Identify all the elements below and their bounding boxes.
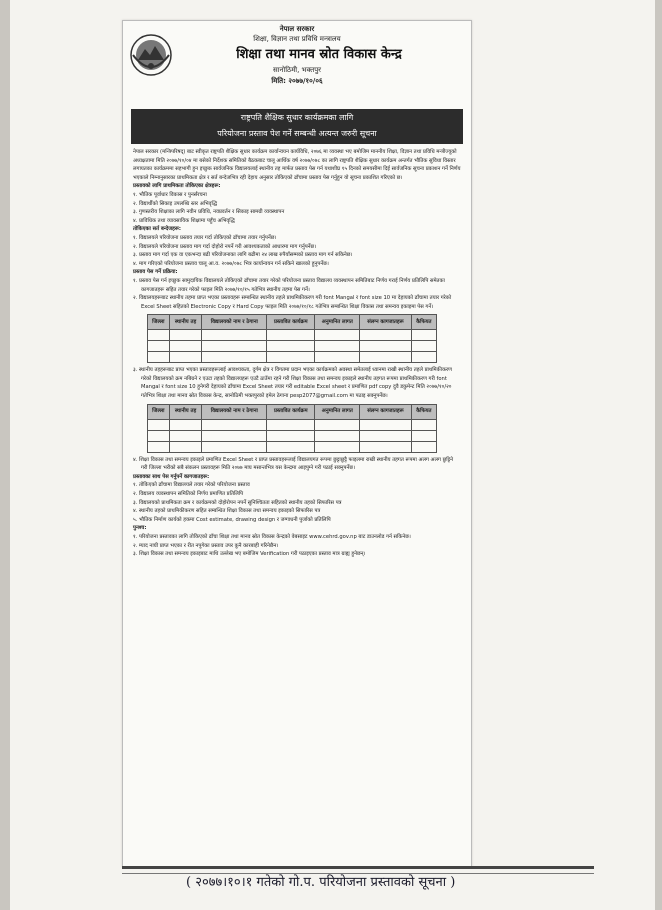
table-header-row — [148, 404, 437, 419]
proposal-format-table-1 — [147, 314, 437, 363]
document-item: ३. विद्यालयको प्राथमिकता क्रम र कार्यक्रमको दोहोरोपन नपर्ने सुनिश्चितता सहितको स्थानीय तहको सिफारिस पत्र — [133, 499, 342, 506]
documents-heading: प्रस्तावका साथ पेस गर्नुपर्ने कागजातहरू: — [133, 473, 210, 480]
ministry-name: शिक्षा, विज्ञान तथा प्रविधि मन्त्रालय — [253, 35, 341, 43]
table-header-cell: संलग्न कागजातहरू — [360, 404, 411, 419]
table-row — [148, 341, 437, 352]
process-heading: प्रस्ताव पेस गर्ने प्रक्रिया: — [133, 269, 178, 276]
document-item: २. विद्यालय व्यवस्थापन समितिको निर्णय प्रमाणित प्रतिलिपि — [133, 491, 244, 498]
notice-document — [122, 20, 472, 867]
condition-item: ३. प्रस्ताव माग गर्दा एक वा एकभन्दा बढी परियोजनाका लागि बढीमा २४ लाख रुपैयाँसम्मको प्रस्ताव माग गर्न सकिनेछ। — [133, 252, 353, 259]
table-header-cell: स्थानीय तह — [169, 315, 202, 330]
notice-date: मिति: २०७७/१०/०६ — [271, 77, 323, 85]
table-header-cell: स्थानीय तह — [169, 404, 202, 419]
process-item: ४. शिक्षा विकास तथा समन्वय इकाइले प्रमाणित Excel Sheet र प्राप्त प्रस्तावहरूलाई विद्यालयगत रूपमा छुट्टाछुट्टै फाइलमा राखी स्थानीय तहगत रूपमा अलग अलग छुट्टिने गरी जिल्ला भरीको सबै संकलन प्रस्तावहरू मिति २०७७ माघ मसान्तभित्र यस केन्द्रमा आइपुग्ने गरी पठाई सक्नुपर्नेछ। — [133, 456, 454, 472]
table-header-cell: कैफियत — [411, 404, 436, 419]
notice-header — [123, 21, 471, 101]
process-item: १. प्रस्ताव पेस गर्न इच्छुक सामुदायिक विद्यालयले तोकिएको ढाँचामा तयार गरेको परियोजना प्रस्ताव विद्यालय व्यवस्थापन समितिबाट निर्णय गराई निर्णय प्रतिलिपि समेतका कागजातहरू सहित तयार गरेको फाइल मिति २०७७/१०/१५ गतेभित्र स्थानीय तहमा पेस गर्ने। — [133, 277, 445, 293]
table-header-cell: विद्यालयको नाम र ठेगाना — [202, 315, 267, 330]
table-header-cell: संलग्न कागजातहरू — [360, 315, 411, 330]
table-row — [148, 430, 437, 441]
footer-rule — [122, 866, 594, 869]
note-item: ३. शिक्षा विकास तथा समन्वय इकाइबाट माथि उल्लेख भए बमोजिम Verification गरी पठाइएका प्रस्ताव मात्र ग्राह्य हुनेछन्। — [133, 551, 366, 558]
notice-title-line1: राष्ट्रपति शैक्षिक सुधार कार्यक्रमका लागि — [240, 113, 354, 122]
priority-item: २. विद्यार्थीको सिकाइ उपलब्धि स्तर अभिवृद्धि — [133, 200, 218, 207]
priority-item: ४. प्राविधिक तथा व्यावसायिक शिक्षामा पहुँच अभिवृद्धि — [133, 217, 235, 224]
notice-body — [123, 144, 471, 559]
table-header-cell: विद्यालयको नाम र ठेगाना — [202, 404, 267, 419]
priority-heading: प्रस्तावको लागि प्राथमिकता तोकिएका क्षेत्रहरू: — [133, 183, 221, 190]
condition-item: २. विद्यालयले परियोजना प्रस्ताव माग गर्दा दोहोरो नपर्ने गरी आवश्यकताको आधारमा माग गर्नुपर्नेछ। — [133, 243, 317, 250]
handwritten-note: ( २०७७।१०।१ गतेको गो.प. परियोजना प्रस्तावको सूचना ) — [186, 875, 456, 890]
priority-item: ३. गुणस्तरीय शिक्षाका लागि नवीन प्रविधि, नवप्रवर्तन र सिकाइ सामग्री व्यवस्थापन — [133, 209, 285, 216]
notice-title-line2: परियोजना प्रस्ताव पेश गर्ने सम्बन्धी अत्यन्त जरुरी सूचना — [217, 129, 377, 138]
table-row — [148, 441, 437, 452]
center-address: सानोठिमी, भक्तपुर — [272, 66, 322, 74]
table-header-cell: जिल्ला — [148, 404, 170, 419]
priority-item: १. भौतिक पूर्वाधार विकास र पुनर्संरचना — [133, 191, 207, 198]
process-item: २. विद्यालयहरूबाट स्थानीय तहमा प्राप्त भएका प्रस्तावहरू सम्बन्धित स्थानीय तहले प्राथमिकीकरण गरी font Mangal र font size 10 मा देहायको ढाँचामा तयार गरेको Excel Sheet सहितको Electronic Copy र Hard Copy फाइल मिति २०७७/१०/१८ गतेभित्र सम्बन्धित शिक्षा विकास तथा समन्वय इकाइमा पेस गर्ने। — [133, 295, 452, 310]
government-name: नेपाल सरकार — [279, 25, 315, 33]
notes-heading: पुनश्च: — [133, 525, 147, 532]
table-row — [148, 352, 437, 363]
document-item: १. तोकिएको ढाँचामा विद्यालयले तयार गरेको परियोजना प्रस्ताव — [133, 482, 250, 489]
condition-item: १. विद्यालयले परियोजना प्रस्ताव तयार गर्दा तोकिएको ढाँचामा तयार गर्नुपर्नेछ। — [133, 234, 277, 241]
conditions-heading: तोकिएका सर्त बन्देजहरू: — [133, 226, 181, 233]
condition-item: ४. माग गरिएको परियोजना प्रस्ताव चालू आ.व. २०७७/०७८ भित्र कार्यान्वयन गर्न सकिने खालको हुनुपर्नेछ। — [133, 260, 329, 267]
proposal-format-table-2 — [147, 404, 437, 453]
table-header-cell: प्रस्तावित कार्यक्रम — [267, 315, 315, 330]
process-item: ३. स्थानीय तहहरूबाट प्राप्त भएका प्रस्तावहरूलाई आवश्यकता, दुर्गम क्षेत्र र विगतमा प्रदान भएका कार्यक्रमको अवस्था समेतलाई ध्यानमा राखी स्थानीय तहले प्राथमिकीकरण गरेको विद्यालयको क्रम नबिग्रने र एउटा तहको विद्यालयहरू एउटै ठाउँमा रहने गरी शिक्षा विकास तथा समन्वय इकाइले स्थानीय तहगत रूपमा प्राथमिकीकरण गरी font Mangal र font size 10 हुनेगरी देहायको ढाँचामा Excel Sheet तयार गरी editable Excel sheet र प्रमाणित pdf copy दुवै डकुमेन्ट मिति २०७७/१०/२० गतेभित्र शिक्षा तथा मानव स्रोत विकास केन्द्र, सानोठिमी भक्तपुरको इमेल ठेगाना pesp2077@gmail.com मा पठाइ सक्नुपर्नेछ। — [133, 367, 452, 400]
table-header-cell: अनुमानित लागत — [315, 315, 360, 330]
intro-paragraph: नेपाल सरकार (मन्त्रिपरिषद्) बाट स्वीकृत राष्ट्रपति शैक्षिक सुधार कार्यक्रम कार्यान्वयन कार्यविधि, २०७६ मा व्यवस्था भए बमोजिम माननीय शिक्षा, विज्ञान तथा प्रविधि मन्त्रीज्यूको अध्यक्षतामा मिति २०७७/१०/०४ मा बसेको निर्देशक समितिको बैठकबाट चालू आर्थिक वर्ष २०७७/०७८ का लागि राष्ट्रपति शैक्षिक सुधार कार्यक्रम अन्तर्गत भौतिक सुविधा विस्तार लगायतका कार्यक्रममा सहभागी हुन इच्छुक सार्वजनिक विद्यालयलाई स्थानीय तह मार्फत प्रस्ताव पेस गर्न यथाशीघ्र १५ दिनको समयसीमा दिई सार्वजनिक सूचना प्रकाशन गर्ने निर्णय भएकाले निम्नानुसारका प्राथमिकता क्षेत्र र सर्त बन्देजभित्र रही देहाय अनुसार तोकिएको ढाँचामा प्रस्ताव पेस गर्नुहुन यो सूचना प्रकाशित गरिएको छ। — [133, 149, 461, 181]
document-item: ५. भौतिक निर्माण कार्यको हकमा Cost estimate, drawing design र जग्गाधनी पुर्जाको प्रतिलिपि — [133, 516, 331, 523]
table-header-cell: जिल्ला — [148, 315, 170, 330]
note-item: १. परियोजना प्रस्तावका लागि तोकिएको ढाँचा शिक्षा तथा मानव स्रोत विकास केन्द्रको वेबसाइट www.cehrd.gov.np बाट डाउनलोड गर्न सकिनेछ। — [133, 534, 411, 540]
table-header-cell: अनुमानित लागत — [315, 404, 360, 419]
table-row — [148, 419, 437, 430]
document-item: ४. स्थानीय तहको प्राथमिकीकरण सहित सम्बन्धित शिक्षा विकास तथा समन्वय इकाइको सिफारिस पत्र — [133, 508, 321, 515]
table-row — [148, 330, 437, 341]
note-item: २. म्याद नाघी प्राप्त भएका र रीत नपुगेका प्रस्ताव उपर कुनै कारबाही गरिनेछैन। — [133, 542, 279, 549]
table-header-cell: प्रस्तावित कार्यक्रम — [267, 404, 315, 419]
center-name: शिक्षा तथा मानव स्रोत विकास केन्द्र — [236, 47, 402, 62]
table-header-row — [148, 315, 437, 330]
notice-title-box — [131, 109, 463, 144]
table-header-cell: कैफियत — [411, 315, 436, 330]
